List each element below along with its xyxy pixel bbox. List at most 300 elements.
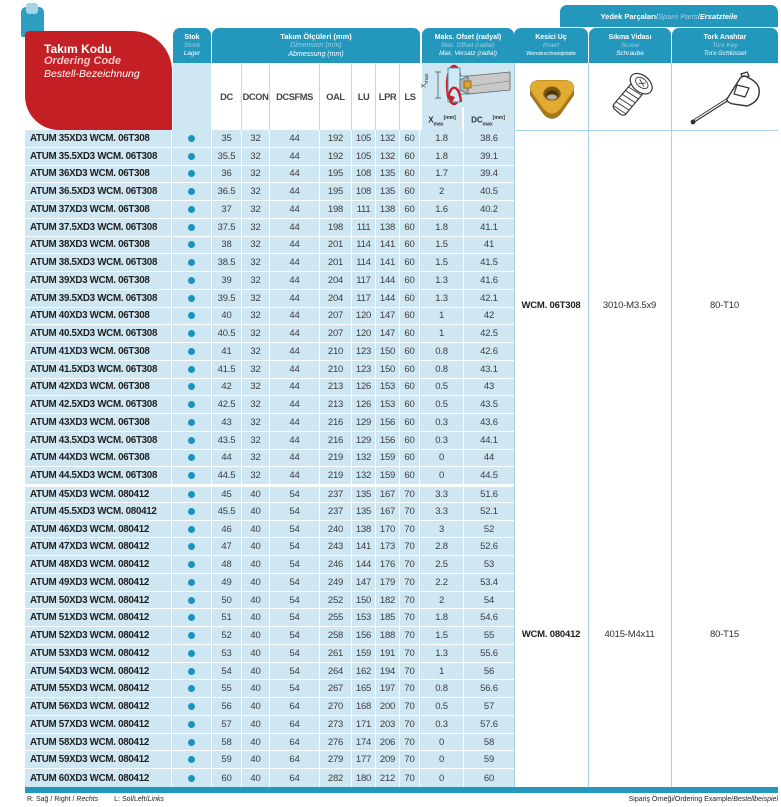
lu-cell: 141 [352, 538, 376, 555]
ordering-code-cell: ATUM 48XD3 WCM. 080412 [25, 556, 172, 573]
ls-cell: 70 [400, 680, 420, 697]
table-body [25, 130, 514, 787]
stock-cell [172, 414, 212, 431]
stock-dot-icon [188, 277, 195, 284]
table-row [25, 485, 514, 503]
dc-cell: 45.5 [212, 503, 242, 520]
lu-cell: 132 [352, 450, 376, 467]
legend-right-de: Rechts [76, 796, 99, 803]
dcon-cell: 32 [242, 166, 270, 183]
insert-label-tr: Kesici Uç [535, 34, 567, 42]
xmax-cell: 0 [420, 450, 464, 467]
dcon-cell: 32 [242, 308, 270, 325]
ls-cell: 70 [400, 698, 420, 715]
lpr-cell: 138 [376, 219, 400, 236]
stock-dot-icon [188, 437, 195, 444]
dcon-cell: 40 [242, 716, 270, 733]
stock-dot-icon [188, 739, 195, 746]
stock-dot-icon [188, 703, 195, 710]
torx-image-cell [672, 63, 778, 131]
lpr-cell: 191 [376, 645, 400, 662]
lpr-cell: 138 [376, 201, 400, 218]
dcon-cell: 32 [242, 343, 270, 360]
oal-cell: 270 [320, 698, 352, 715]
dc-cell: 41.5 [212, 361, 242, 378]
dcon-cell: 40 [242, 574, 270, 591]
lu-cell: 138 [352, 521, 376, 538]
xmax-cell: 1.6 [420, 201, 464, 218]
dcsfms-cell: 54 [270, 680, 320, 697]
stock-cell [172, 487, 212, 502]
stock-dot-icon [188, 632, 195, 639]
dc-cell: 35 [212, 130, 242, 147]
dcsfms-cell: 54 [270, 538, 320, 555]
dcmax-cell: 43 [464, 379, 514, 396]
stock-cell [172, 361, 212, 378]
oal-cell: 261 [320, 645, 352, 662]
lu-cell: 135 [352, 503, 376, 520]
stock-dot-icon [188, 153, 195, 160]
dc-cell: 50 [212, 592, 242, 609]
lu-cell: 126 [352, 396, 376, 413]
dcmax-cell: 54 [464, 592, 514, 609]
dcmax-cell: 58 [464, 734, 514, 751]
torx-label-tr: Tork Anahtar [703, 33, 747, 41]
ordering-code-cell: ATUM 52XD3 WCM. 080412 [25, 627, 172, 644]
stock-cell [172, 627, 212, 644]
xmax-cell: 0.5 [420, 396, 464, 413]
ordering-code-cell: ATUM 49XD3 WCM. 080412 [25, 574, 172, 591]
oal-cell: 240 [320, 521, 352, 538]
table-row [25, 325, 514, 343]
xmax-cell: 1 [420, 325, 464, 342]
stock-label-en: Stock [183, 41, 201, 49]
ls-cell: 70 [400, 521, 420, 538]
torx-column [671, 63, 778, 787]
stock-header-cell [173, 63, 211, 130]
dcon-cell: 32 [242, 237, 270, 254]
ordering-code-cell: ATUM 42XD3 WCM. 06T308 [25, 379, 172, 396]
table-row [25, 166, 514, 184]
dcmax-cell: 54.6 [464, 609, 514, 626]
ordering-code-cell: ATUM 59XD3 WCM. 080412 [25, 751, 172, 768]
lu-cell: 114 [352, 237, 376, 254]
dcsfms-cell: 44 [270, 272, 320, 289]
xmax-cell: 1.5 [420, 627, 464, 644]
lu-cell: 162 [352, 663, 376, 680]
stock-dot-icon [188, 543, 195, 550]
table-row [25, 627, 514, 645]
dcsfms-cell: 44 [270, 254, 320, 271]
dcsfms-cell: 44 [270, 414, 320, 431]
dcmax-cell: 41 [464, 237, 514, 254]
xmax-cell: 0.3 [420, 432, 464, 449]
dcsfms-cell: 44 [270, 325, 320, 342]
col-header-oal: OAL [320, 63, 352, 130]
table-row [25, 609, 514, 627]
xmax-cell: 1.3 [420, 645, 464, 662]
table-row [25, 450, 514, 468]
oal-cell: 201 [320, 237, 352, 254]
dcmax-cell: 39.1 [464, 148, 514, 165]
screw-label-de: Schraube [616, 50, 644, 58]
lpr-cell: 159 [376, 467, 400, 484]
xmax-cell: 3.3 [420, 487, 464, 502]
dcon-cell: 32 [242, 183, 270, 200]
ordering-code-cell: ATUM 39.5XD3 WCM. 06T308 [25, 290, 172, 307]
col-header-lpr: LPR [376, 63, 400, 130]
table-row [25, 467, 514, 485]
oal-cell: 213 [320, 396, 352, 413]
table-row [25, 645, 514, 663]
lu-cell: 135 [352, 487, 376, 502]
ls-cell: 70 [400, 574, 420, 591]
xmax-cell: 1.3 [420, 272, 464, 289]
dcsfms-cell: 44 [270, 290, 320, 307]
lu-cell: 147 [352, 574, 376, 591]
ls-cell: 70 [400, 487, 420, 502]
oal-cell: 237 [320, 503, 352, 520]
xmax-cell: 3.3 [420, 503, 464, 520]
dc-cell: 57 [212, 716, 242, 733]
legend-left: L: Sol/Left/ [114, 796, 148, 803]
dc-cell: 43.5 [212, 432, 242, 449]
xmax-cell: 1.5 [420, 254, 464, 271]
group1-screw-code: 3010-M3.5x9 [602, 300, 657, 311]
dcmax-cell: 44 [464, 450, 514, 467]
stock-cell [172, 574, 212, 591]
table-row [25, 183, 514, 201]
table-row [25, 201, 514, 219]
dcon-cell: 32 [242, 254, 270, 271]
insert-image-cell [515, 63, 588, 131]
group2-screw-code: 4015-M4x11 [604, 629, 655, 640]
lu-cell: 105 [352, 148, 376, 165]
dcsfms-cell: 44 [270, 379, 320, 396]
stock-dot-icon [188, 188, 195, 195]
ordering-code-title-en: Ordering Code [44, 55, 122, 67]
ordering-code-cell: ATUM 47XD3 WCM. 080412 [25, 538, 172, 555]
example-label-de: Bestellbeispiel [733, 796, 778, 803]
dc-cell: 49 [212, 574, 242, 591]
xmax-cell: 1 [420, 663, 464, 680]
dcon-cell: 32 [242, 130, 270, 147]
table-row [25, 538, 514, 556]
dcmax-cell: 43.5 [464, 396, 514, 413]
dcsfms-cell: 64 [270, 716, 320, 733]
dcsfms-cell: 44 [270, 432, 320, 449]
stock-cell [172, 538, 212, 555]
dc-cell: 39.5 [212, 290, 242, 307]
oal-cell: 258 [320, 627, 352, 644]
xmax-cell: 0.8 [420, 343, 464, 360]
ordering-code-header [25, 31, 172, 130]
dc-cell: 42 [212, 379, 242, 396]
stock-dot-icon [188, 419, 195, 426]
ordering-code-cell: ATUM 39XD3 WCM. 06T308 [25, 272, 172, 289]
ls-cell: 60 [400, 148, 420, 165]
stock-dot-icon [188, 526, 195, 533]
stock-dot-icon [188, 241, 195, 248]
dcmax-cell: 40.5 [464, 183, 514, 200]
ordering-code-cell: ATUM 45.5XD3 WCM. 080412 [25, 503, 172, 520]
separator: / [697, 11, 700, 21]
dc-cell: 45 [212, 487, 242, 502]
dc-cell: 42.5 [212, 396, 242, 413]
insert-column-header [514, 28, 588, 63]
lu-cell: 174 [352, 734, 376, 751]
ordering-code-cell: ATUM 45XD3 WCM. 080412 [25, 487, 172, 502]
table-row [25, 663, 514, 681]
dcon-cell: 32 [242, 379, 270, 396]
dc-cell: 48 [212, 556, 242, 573]
lu-cell: 108 [352, 166, 376, 183]
xmax-cell: 2.5 [420, 556, 464, 573]
ordering-code-cell: ATUM 53XD3 WCM. 080412 [25, 645, 172, 662]
lu-cell: 111 [352, 201, 376, 218]
dcon-cell: 40 [242, 769, 270, 787]
dcmax-cell: 44.1 [464, 432, 514, 449]
dcon-cell: 32 [242, 219, 270, 236]
stock-dot-icon [188, 135, 195, 142]
lpr-cell: 206 [376, 734, 400, 751]
dcon-cell: 40 [242, 627, 270, 644]
lpr-cell: 194 [376, 663, 400, 680]
xmax-cell: 0 [420, 751, 464, 768]
dcmax-cell: 53.4 [464, 574, 514, 591]
lpr-cell: 132 [376, 148, 400, 165]
table-row [25, 556, 514, 574]
xmax-cell: 0.3 [420, 414, 464, 431]
table-row [25, 290, 514, 308]
dcsfms-cell: 44 [270, 183, 320, 200]
stock-dot-icon [188, 454, 195, 461]
dcon-cell: 32 [242, 325, 270, 342]
dcon-cell: 40 [242, 734, 270, 751]
lpr-cell: 188 [376, 627, 400, 644]
lpr-cell: 182 [376, 592, 400, 609]
stock-cell [172, 254, 212, 271]
oal-cell: 243 [320, 538, 352, 555]
ordering-code-cell: ATUM 55XD3 WCM. 080412 [25, 680, 172, 697]
drill-offset-diagram-icon [424, 64, 512, 106]
stock-cell [172, 432, 212, 449]
dimension-subheader [212, 63, 420, 130]
stock-dot-icon [188, 491, 195, 498]
oal-cell: 192 [320, 130, 352, 147]
max-offset-label-tr: Maks. Ofset (radyal) [434, 33, 502, 41]
ls-cell: 70 [400, 663, 420, 680]
screw-label-en: Screw [620, 41, 640, 49]
lu-cell: 129 [352, 414, 376, 431]
xmax-cell: 1.7 [420, 166, 464, 183]
dcsfms-cell: 44 [270, 237, 320, 254]
lpr-cell: 159 [376, 450, 400, 467]
ls-cell: 60 [400, 361, 420, 378]
dcmax-cell: 57 [464, 698, 514, 715]
ls-cell: 60 [400, 467, 420, 484]
dcmax-cell: 41.6 [464, 272, 514, 289]
lu-cell: 180 [352, 769, 376, 787]
stock-dot-icon [188, 295, 195, 302]
ordering-code-cell: ATUM 44XD3 WCM. 06T308 [25, 450, 172, 467]
ordering-code-cell: ATUM 60XD3 WCM. 080412 [25, 769, 172, 787]
col-header-xmax: $X_{max}[mm]$ [428, 114, 456, 127]
xmax-cell: 2.8 [420, 538, 464, 555]
ls-cell: 60 [400, 183, 420, 200]
table-row [25, 130, 514, 148]
table-row [25, 414, 514, 432]
dcsfms-cell: 64 [270, 769, 320, 787]
dcmax-cell: 42.1 [464, 290, 514, 307]
lpr-cell: 209 [376, 751, 400, 768]
dcsfms-cell: 44 [270, 166, 320, 183]
dcon-cell: 40 [242, 487, 270, 502]
table-row [25, 308, 514, 326]
dc-cell: 59 [212, 751, 242, 768]
dcsfms-cell: 44 [270, 219, 320, 236]
lpr-cell: 153 [376, 396, 400, 413]
ordering-code-cell: ATUM 38.5XD3 WCM. 06T308 [25, 254, 172, 271]
lu-cell: 129 [352, 432, 376, 449]
dcon-cell: 40 [242, 503, 270, 520]
dcmax-cell: 59 [464, 751, 514, 768]
lpr-cell: 141 [376, 254, 400, 271]
dcsfms-cell: 54 [270, 627, 320, 644]
stock-dot-icon [188, 330, 195, 337]
lpr-cell: 153 [376, 379, 400, 396]
lpr-cell: 197 [376, 680, 400, 697]
stock-cell [172, 556, 212, 573]
xmax-cell: 1.3 [420, 290, 464, 307]
stock-dot-icon [188, 508, 195, 515]
screw-image-cell [589, 63, 671, 131]
stock-dot-icon [188, 650, 195, 657]
dc-cell: 36 [212, 166, 242, 183]
dcsfms-cell: 44 [270, 467, 320, 484]
dc-cell: 53 [212, 645, 242, 662]
ordering-code-cell: ATUM 50XD3 WCM. 080412 [25, 592, 172, 609]
table-row [25, 396, 514, 414]
ordering-code-cell: ATUM 41.5XD3 WCM. 06T308 [25, 361, 172, 378]
stock-cell [172, 379, 212, 396]
dc-cell: 46 [212, 521, 242, 538]
oal-cell: 219 [320, 450, 352, 467]
stock-dot-icon [188, 721, 195, 728]
xmax-cell: 0.5 [420, 379, 464, 396]
xmax-cell: 0.5 [420, 698, 464, 715]
stock-cell [172, 325, 212, 342]
dc-cell: 51 [212, 609, 242, 626]
ls-cell: 60 [400, 237, 420, 254]
ls-cell: 60 [400, 272, 420, 289]
ls-cell: 70 [400, 734, 420, 751]
dcmax-cell: 52.6 [464, 538, 514, 555]
ls-cell: 60 [400, 308, 420, 325]
dcmax-cell: 42.6 [464, 343, 514, 360]
insert-column [514, 63, 588, 787]
screw-icon [602, 68, 658, 126]
dcon-cell: 40 [242, 556, 270, 573]
ordering-code-cell: ATUM 36XD3 WCM. 06T308 [25, 166, 172, 183]
oal-cell: 207 [320, 325, 352, 342]
lu-cell: 123 [352, 361, 376, 378]
oal-cell: 252 [320, 592, 352, 609]
insert-trigon-icon [522, 72, 582, 122]
screw-column [588, 63, 671, 787]
max-offset-label-en: Max. Offset (radial) [441, 41, 495, 49]
stock-dot-icon [188, 472, 195, 479]
ls-cell: 60 [400, 290, 420, 307]
dcmax-cell: 41.1 [464, 219, 514, 236]
ordering-code-cell: ATUM 43XD3 WCM. 06T308 [25, 414, 172, 431]
oal-cell: 249 [320, 574, 352, 591]
dcon-cell: 40 [242, 592, 270, 609]
stock-cell [172, 751, 212, 768]
ordering-code-cell: ATUM 43.5XD3 WCM. 06T308 [25, 432, 172, 449]
ls-cell: 70 [400, 627, 420, 644]
max-offset-header [422, 28, 514, 63]
dcon-cell: 32 [242, 396, 270, 413]
page-footer [27, 796, 778, 803]
dcmax-cell: 53 [464, 556, 514, 573]
lpr-cell: 173 [376, 538, 400, 555]
stock-column-header [173, 28, 211, 63]
xmax-cell: 0.8 [420, 361, 464, 378]
dcon-cell: 40 [242, 751, 270, 768]
lu-cell: 177 [352, 751, 376, 768]
dc-cell: 44 [212, 450, 242, 467]
stock-dot-icon [188, 756, 195, 763]
stock-dot-icon [188, 561, 195, 568]
spare-parts-label-de: Ersatzteile [699, 11, 738, 21]
group2-torx-code: 80-T15 [710, 629, 739, 640]
dc-cell: 41 [212, 343, 242, 360]
ls-cell: 60 [400, 343, 420, 360]
lu-cell: 156 [352, 627, 376, 644]
table-row [25, 680, 514, 698]
dcsfms-cell: 54 [270, 609, 320, 626]
lpr-cell: 135 [376, 183, 400, 200]
table-row [25, 716, 514, 734]
lu-cell: 171 [352, 716, 376, 733]
lpr-cell: 176 [376, 556, 400, 573]
xmax-cell: 1.8 [420, 148, 464, 165]
dc-cell: 52 [212, 627, 242, 644]
ls-cell: 60 [400, 396, 420, 413]
ls-cell: 60 [400, 254, 420, 271]
dcsfms-cell: 54 [270, 645, 320, 662]
ordering-code-cell: ATUM 37XD3 WCM. 06T308 [25, 201, 172, 218]
dc-cell: 47 [212, 538, 242, 555]
oal-cell: 237 [320, 487, 352, 502]
stock-cell [172, 450, 212, 467]
footer-example-note [629, 796, 778, 803]
dcsfms-cell: 64 [270, 698, 320, 715]
stock-dot-icon [188, 366, 195, 373]
dcon-cell: 40 [242, 609, 270, 626]
separator: / [656, 11, 659, 21]
dcmax-cell: 51.6 [464, 487, 514, 502]
group1-insert-code: WCM. 06T308 [521, 300, 581, 311]
dcsfms-cell: 44 [270, 450, 320, 467]
lpr-cell: 167 [376, 503, 400, 520]
dcsfms-cell: 54 [270, 556, 320, 573]
table-row [25, 361, 514, 379]
ordering-code-cell: ATUM 51XD3 WCM. 080412 [25, 609, 172, 626]
xmax-diagram-label: $X_{max}$ [420, 73, 430, 88]
insert-label-de: Wendeschneidplatte [526, 50, 576, 57]
